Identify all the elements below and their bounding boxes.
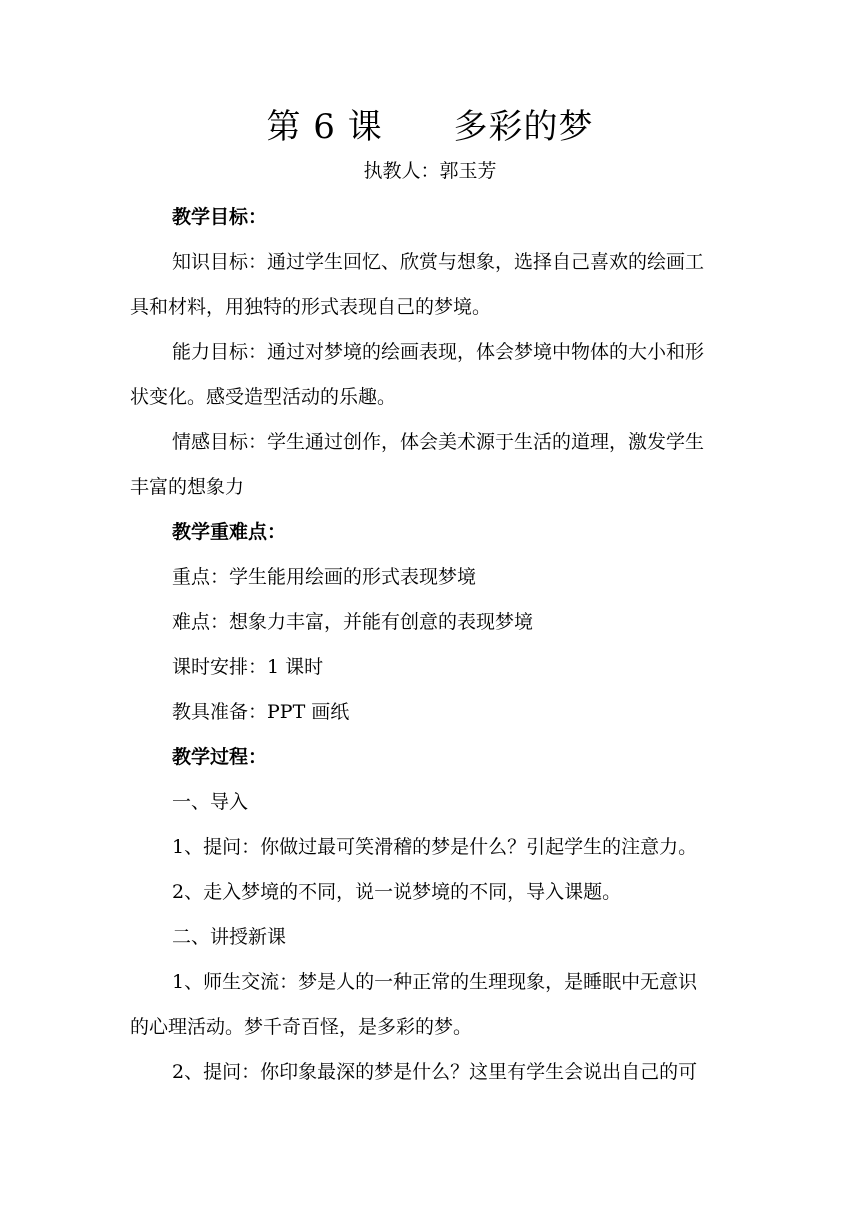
ability-objective-line2: 状变化。感受造型活动的乐趣。 <box>130 386 397 408</box>
intro-item-2: 2、走入梦境的不同，说一说梦境的不同，导入课题。 <box>172 881 622 903</box>
emotion-objective-line1: 情感目标：学生通过创作，体会美术源于生活的道理，激发学生 <box>172 431 705 453</box>
heading-teaching-objectives: 教学目标： <box>172 206 268 228</box>
class-schedule: 课时安排：1 课时 <box>172 656 324 678</box>
difficult-point: 难点：想象力丰富，并能有创意的表现梦境 <box>172 611 534 633</box>
knowledge-objective-line1: 知识目标：通过学生回忆、欣赏与想象，选择自己喜欢的绘画工 <box>172 251 705 273</box>
emotion-objective-line2: 丰富的想象力 <box>130 476 245 498</box>
ability-objective-line1: 能力目标：通过对梦境的绘画表现，体会梦境中物体的大小和形 <box>172 341 705 363</box>
lesson-title: 第 6 课 多彩的梦 <box>266 107 594 147</box>
heading-teaching-process: 教学过程： <box>172 746 268 768</box>
teaching-tools: 教具准备：PPT 画纸 <box>172 701 350 723</box>
new-lesson-item-1-line2: 的心理活动。梦千奇百怪，是多彩的梦。 <box>130 1016 473 1038</box>
new-lesson-item-1-line1: 1、师生交流：梦是人的一种正常的生理现象，是睡眠中无意识 <box>172 971 698 993</box>
key-point: 重点：学生能用绘画的形式表现梦境 <box>172 566 477 588</box>
intro-item-1: 1、提问：你做过最可笑滑稽的梦是什么？引起学生的注意力。 <box>172 836 698 858</box>
section-introduction: 一、导入 <box>172 791 249 813</box>
heading-key-difficult-points: 教学重难点： <box>172 521 287 543</box>
teacher-name: 执教人：郭玉芳 <box>363 160 497 182</box>
new-lesson-item-2-line1: 2、提问：你印象最深的梦是什么？这里有学生会说出自己的可 <box>172 1061 698 1083</box>
knowledge-objective-line2: 具和材料，用独特的形式表现自己的梦境。 <box>130 296 492 318</box>
section-new-lesson: 二、讲授新课 <box>172 926 287 948</box>
